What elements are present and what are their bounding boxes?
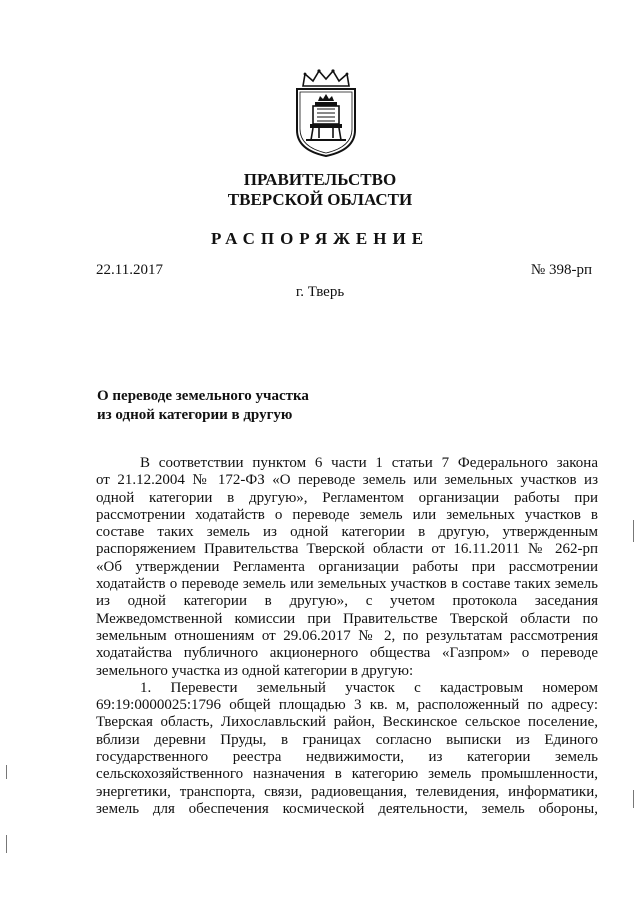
body-line: составе таких земель из одной категории в другую, утвержденным (96, 524, 598, 541)
body-line: энергетики, транспорта, связи, радиовещания, телевидения, информатики, (96, 783, 598, 800)
body-line: распоряжением Правительства Тверской области от 16.11.2011 № 262-рп (96, 541, 598, 558)
body-line: государственного реестра недвижимости, из категории земель (96, 749, 598, 766)
subject-line: из одной категории в другую (97, 407, 293, 423)
body-line: земельного участка из одной категории в другую: (96, 662, 414, 679)
body-line: Межведомственной комиссии при Правительстве Тверской области по (96, 610, 598, 627)
body-line: 69:19:0000025:1796 общей площадью 3 кв. м, расположенный по адресу: (96, 697, 598, 714)
document-subject (97, 387, 309, 425)
tver-coat-of-arms-icon (291, 68, 361, 158)
subject-line: О переводе земельного участка (97, 388, 309, 404)
body-line: «Об утверждении Регламента организации работы при рассмотрении (96, 558, 598, 575)
document-type: РАСПОРЯЖЕНИЕ (210, 229, 430, 248)
scan-artifact (633, 790, 634, 808)
body-line: земельным отношениям от 29.06.2017 № 2, по результатам рассмотрения (96, 627, 598, 644)
document-city: г. Тверь (295, 284, 345, 300)
body-line: Тверская область, Лихославльский район, Вескинское сельское поселение, (96, 714, 598, 731)
org-name-line1: ПРАВИТЕЛЬСТВО (243, 170, 397, 189)
document-date: 22.11.2017 (96, 262, 163, 278)
document-body (96, 455, 598, 818)
scan-artifact (6, 765, 7, 779)
body-line: от 21.12.2004 № 172-ФЗ «О переводе земель или земельных участков из (96, 472, 598, 489)
body-line: из одной категории в другую», с учетом протокола заседания (96, 593, 598, 610)
body-line: рассмотрении ходатайств о переводе земель или земельных участков в (96, 506, 598, 523)
body-line: ходатайства публичного акционерного общества «Газпром» о переводе (96, 645, 598, 662)
scan-artifact (633, 520, 634, 542)
body-line: ходатайств о переводе земель или земельных участков в составе таких земель (96, 576, 598, 593)
scan-artifact (6, 835, 7, 853)
body-line: земель для обеспечения космической деятельности, земель обороны, (96, 800, 598, 817)
document-number: № 398-рп (530, 262, 592, 278)
body-line: В соответствии пунктом 6 части 1 статьи 7 Федерального закона (140, 455, 598, 471)
body-line: вблизи деревни Пруды, в границах согласно выписки из Единого (96, 731, 598, 748)
body-line: 1. Перевести земельный участок с кадастровым номером (140, 679, 598, 696)
body-line: одной категории в другую», Регламентом организации работы при (96, 489, 598, 506)
org-name-line2: ТВЕРСКОЙ ОБЛАСТИ (227, 190, 413, 209)
body-line: сельскохозяйственного назначения в категорию земель промышленности, (96, 766, 598, 783)
